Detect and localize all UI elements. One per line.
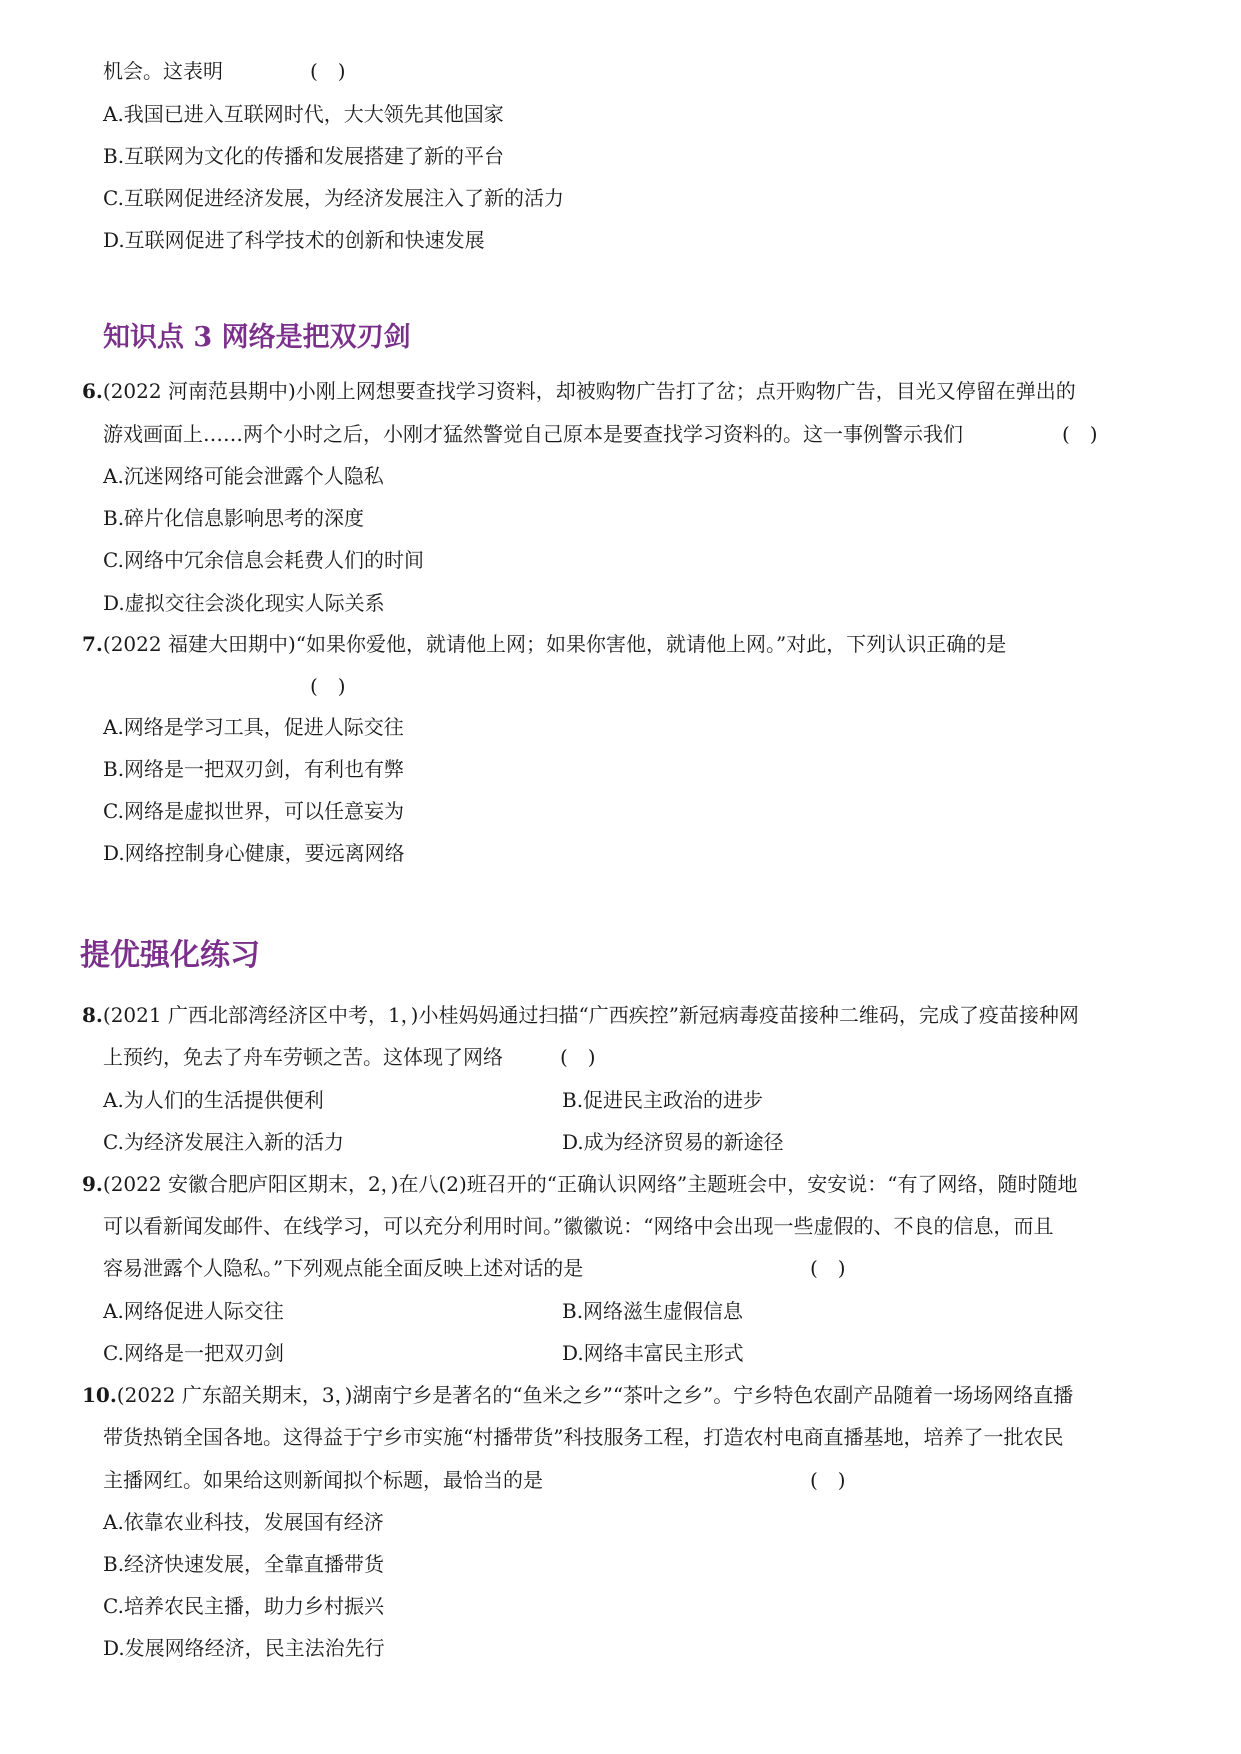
q6-answer-paren: ( ) (1062, 422, 1098, 446)
q9-answer-paren: ( ) (810, 1256, 846, 1280)
q5-option-d: D.互联网促进了科学技术的创新和快速发展 (103, 228, 485, 252)
q6-text-1: (2022 河南范县期中)小刚上网想要查找学习资料，却被购物广告打了岔；点开购物广告，目光又停留在弹出的 (102, 379, 1076, 403)
q9-option-a: A.网络促进人际交往 (103, 1299, 284, 1323)
q10-option-d: D.发展网络经济，民主法治先行 (103, 1636, 385, 1660)
q6-number: 6. (82, 379, 103, 403)
q8-answer-paren: ( ) (560, 1045, 596, 1069)
q8-option-c: C.为经济发展注入新的活力 (103, 1130, 344, 1154)
q10-option-b: B.经济快速发展，全靠直播带货 (103, 1552, 385, 1576)
q10-option-a: A.依靠农业科技，发展国有经济 (103, 1510, 384, 1534)
q9-line-1 (82, 1170, 1077, 1198)
q8-option-b: B.促进民主政治的进步 (562, 1088, 764, 1112)
q6-option-b: B.碎片化信息影响思考的深度 (103, 506, 365, 530)
q8-number: 8. (82, 1003, 103, 1027)
q9-number: 9. (82, 1172, 103, 1196)
q9-option-d: D.网络丰富民主形式 (562, 1341, 744, 1365)
q9-line-3: 容易泄露个人隐私。”下列观点能全面反映上述对话的是 (103, 1256, 584, 1280)
q10-answer-paren: ( ) (810, 1468, 846, 1492)
q5-answer-paren: ( ) (310, 59, 346, 83)
q7-text-1: (2022 福建大田期中)“如果你爱他，就请他上网；如果你害他，就请他上网。”对此，下列认识正确的是 (102, 632, 1007, 656)
q6-option-c: C.网络中冗余信息会耗费人们的时间 (103, 548, 424, 572)
q6-line-1 (82, 377, 1076, 405)
q5-stem-tail: 机会。这表明 (103, 59, 223, 83)
q8-line-2: 上预约，免去了舟车劳顿之苦。这体现了网络 (103, 1045, 503, 1069)
q8-option-d: D.成为经济贸易的新途径 (562, 1130, 784, 1154)
q6-option-a: A.沉迷网络可能会泄露个人隐私 (103, 464, 384, 488)
q5-option-c: C.互联网促进经济发展，为经济发展注入了新的活力 (103, 186, 564, 210)
q7-option-d: D.网络控制身心健康，要远离网络 (103, 841, 405, 865)
q7-option-c: C.网络是虚拟世界，可以任意妄为 (103, 799, 404, 823)
q8-text-1: (2021 广西北部湾经济区中考，1，)小桂妈妈通过扫描“广西疾控”新冠病毒疫苗接种二维码，完成了疫苗接种网 (102, 1003, 1079, 1027)
q7-line-1 (82, 630, 1006, 658)
q6-option-d: D.虚拟交往会淡化现实人际关系 (103, 591, 385, 615)
section-heading: 提优强化练习 (80, 938, 260, 973)
q7-option-a: A.网络是学习工具，促进人际交往 (103, 715, 404, 739)
q9-line-2: 可以看新闻发邮件、在线学习，可以充分利用时间。”徽徽说：“网络中会出现一些虚假的、不良的信息，而且 (103, 1214, 1054, 1238)
q9-option-b: B.网络滋生虚假信息 (562, 1299, 744, 1323)
q10-text-1: (2022 广东韶关期末，3，)湖南宁乡是著名的“鱼米之乡”“茶叶之乡”。宁乡特色农副产品随着一场场网络直播 (116, 1383, 1074, 1407)
q10-line-2: 带货热销全国各地。这得益于宁乡市实施“村播带货”科技服务工程，打造农村电商直播基地，培养了一批农民 (103, 1425, 1064, 1449)
q9-text-1: (2022 安徽合肥庐阳区期末，2，)在八(2)班召开的“正确认识网络”主题班会中，安安说：“有了网络，随时随地 (102, 1172, 1078, 1196)
q5-option-a: A.我国已进入互联网时代，大大领先其他国家 (103, 102, 504, 126)
q10-line-3: 主播网红。如果给这则新闻拟个标题，最恰当的是 (103, 1468, 543, 1492)
q8-option-a: A.为人们的生活提供便利 (103, 1088, 324, 1112)
q10-line-1 (82, 1381, 1073, 1409)
q10-number: 10. (82, 1383, 117, 1407)
knowledge-point-heading: 知识点 3 网络是把双刃剑 (103, 322, 411, 353)
q8-line-1 (82, 1001, 1079, 1029)
q7-answer-paren: ( ) (310, 674, 346, 698)
q10-option-c: C.培养农民主播，助力乡村振兴 (103, 1594, 384, 1618)
q5-option-b: B.互联网为文化的传播和发展搭建了新的平台 (103, 144, 505, 168)
q7-number: 7. (82, 632, 103, 656)
q6-line-2: 游戏画面上……两个小时之后，小刚才猛然警觉自己原本是要查找学习资料的。这一事例警示我们 (103, 422, 963, 446)
q9-option-c: C.网络是一把双刃剑 (103, 1341, 284, 1365)
q7-option-b: B.网络是一把双刃剑，有利也有弊 (103, 757, 405, 781)
